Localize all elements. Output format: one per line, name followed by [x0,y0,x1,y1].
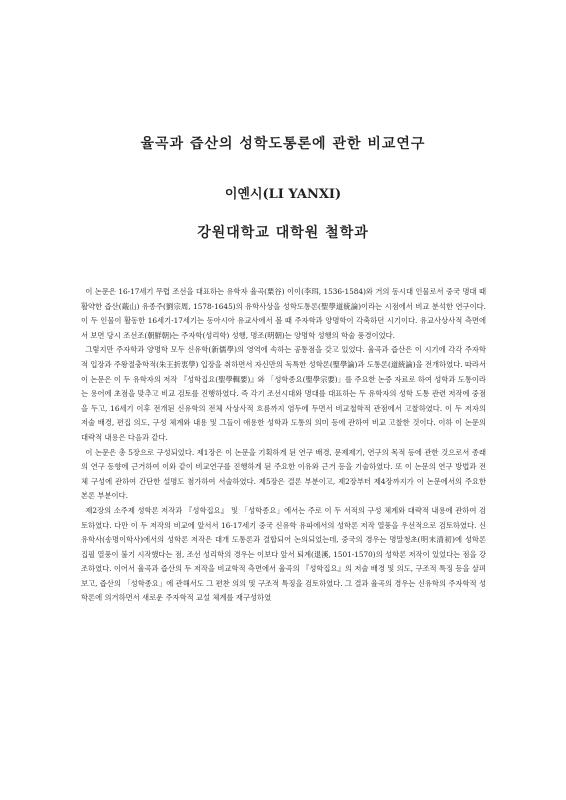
abstract-paragraph: 이 논문은 16-17세기 무렵 조선을 대표하는 유학자 율곡(栗谷) 이이(李珥, 1536-1584)와 거의 동시대 인물로서 중국 명대 때 활약한 즙산(蕺山) 유종주(劉宗周, 1578-1645)의 유학사상을 성학도통론(聖學道統論)이라는 시점에서 비교 분석한 연구이다. 이 두 인물이 활동한 16세기-17세기는 동아시아 유교사에서 볼 때 주자학과 양명학이 각축하던 시기이다. 유교사상사적 측면에서 보면 당시 조선조(朝鮮朝)는 주자학(성리학) 성행, 명조(明朝)는 양명학 성행의 학술 풍경이었다. [81,287,486,340]
abstract-paragraph: 이 논문은 총 5장으로 구성되었다. 제1장은 이 논문을 기획하게 된 연구 배경, 문제제기, 연구의 목적 등에 관한 것으로서 종래의 연구 동향에 근거하여 이와 같이 비교연구를 진행하게 된 주요한 이유와 근거 등을 기술하였다. 또 이 논문의 연구 방법과 전체 구성에 관하여 간단한 설명도 첨가하여 서술하였다. 제5장은 결론 부분이고, 제2장부터 제4장까지가 이 논문에서의 주요한 본론 부분이다. [81,447,486,501]
paper-title: 율곡과 즙산의 성학도통론에 관한 비교연구 [140,136,426,152]
abstract-paragraph: 그렇지만 주자학과 양명학 모두 신유학(新儒學)의 영역에 속하는 공통점을 갖고 있었다. 율곡과 즙산은 이 시기에 각각 주자학적 입장과 주왕절충학적(朱王折衷學) 입장을 취하면서 자신만의 독특한 성학론(聖學論)과 도통론(道統論)을 전개하였다. 따라서 이 논문은 이 두 유학자의 저작 『성학집요(聖學輯要)』와 「성학종요(聖學宗要)」를 주요한 논증 자료로 하여 성학과 도통이라는 용어에 초점을 맞추고 비교 검토를 진행하였다. 즉 각기 조선시대와 명대를 대표하는 두 유학자의 성학 도통 관련 저작에 중점을 두고, 16세기 이후 전개된 신유학의 전체 사상사적 흐름까지 염두에 두면서 비교철학적 관점에서 고찰하였다. 이 두 저자의 저술 배경, 편집 의도, 구성 체계와 내용 및 그들이 애용한 성학과 도통의 의미 등에 관하여 비교 고찰한 것이다. 이하 이 논문의 대략적 내용은 다음과 같다. [81,345,486,442]
abstract-paragraph: 제2장의 소주제 성학론 저작과 『성학집요』 및 「성학종요」에서는 주로 이 두 서적의 구성 체계와 대략적 내용에 관하여 검토하였다. 다만 이 두 저작의 비교에 앞서서 16-17세기 중국 신유학 유파에서의 성학론 저작 열풍을 우선적으로 검토하였다. 신유학사(송명이학사)에서의 성학론 저작은 대개 도통론과 결합되어 논의되었는데, 중국의 경우는 명말청초(明末清初)에 성학론 집필 열풍이 불기 시작했다는 점, 조선 성리학의 경우는 이보다 앞서 퇴계(退溪, 1501-1570)의 성학론 저작이 있었다는 점을 강조하였다. 이어서 율곡과 즙산의 두 저작을 비교학적 측면에서 율곡의 『성학집요』의 저술 배경 및 의도, 구조적 특징 등을 살펴보고, 즙산의 「성학종요」에 관해서도 그 편찬 의의 및 구조적 특징을 검토하였다. 그 결과 율곡의 경우는 신유학의 주자학적 성학론에 의거하면서 새로운 주자학적 교설 체계를 재구성하였 [81,505,486,603]
author-affiliation: 강원대학교 대학원 철학과 [197,225,369,241]
abstract-body [81,285,486,606]
author-name: 이옌시(LI YANXI) [224,187,342,202]
